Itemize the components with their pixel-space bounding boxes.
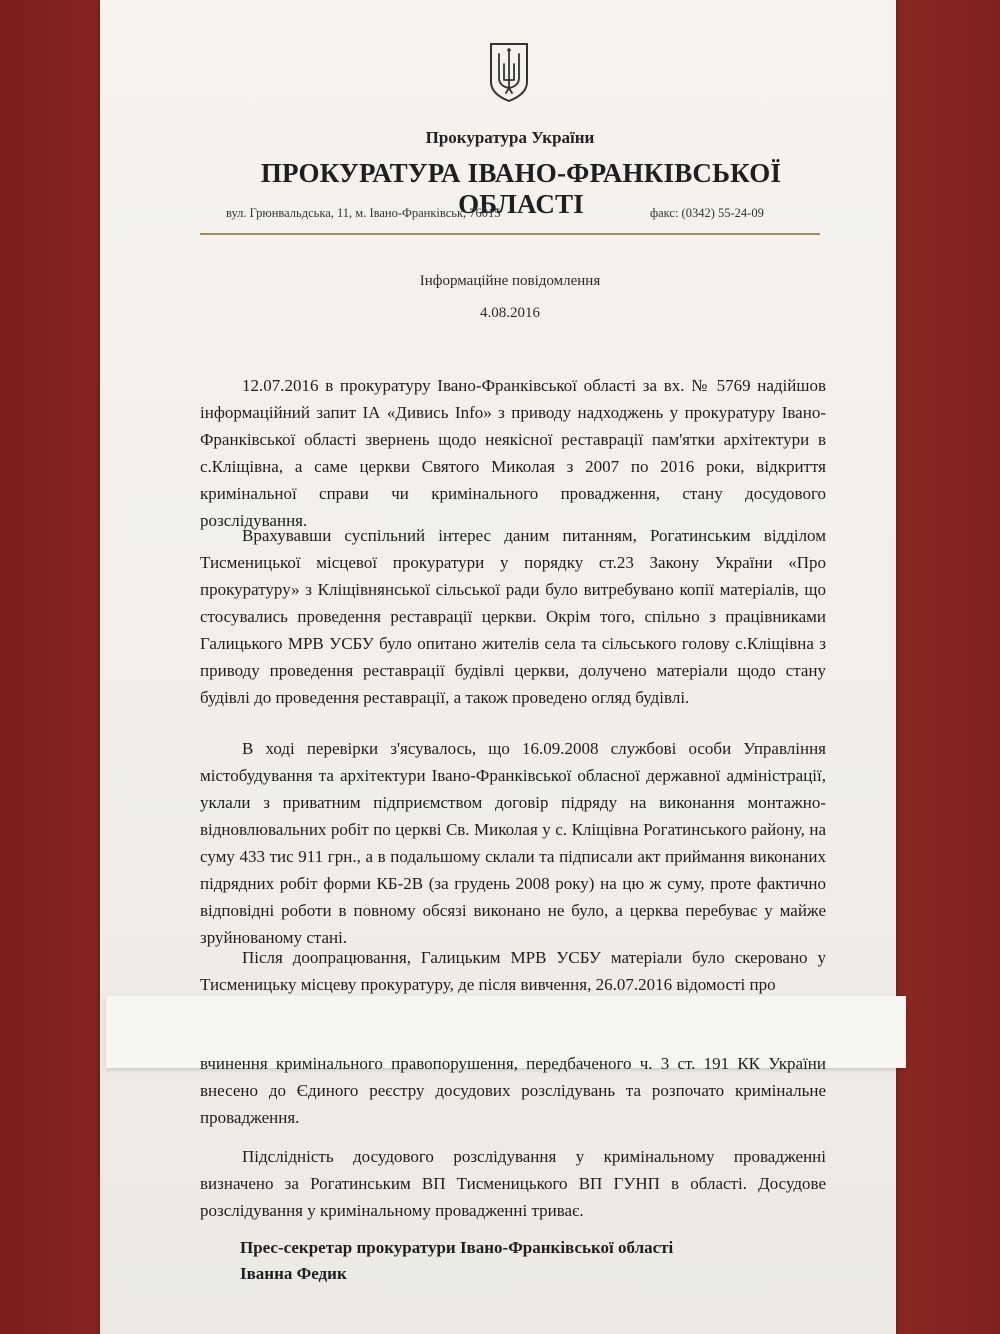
paragraph-findings: В ході перевірки з'ясувалось, що 16.09.2008 службові особи Управління містобудування та архітектури Івано-Франківської обласної державної адміністрації, уклали з приватним підприємством договір підряду на виконання монтажно-відновлювальних робіт по церкві Св. Миколая у с. Кліщівна Рогатинського району, на суму 433 тис 911 грн., а в подальшому склали та підписали акт приймання виконаних підрядних робіт форми КБ-2В (за грудень 2008 року) на цю ж суму, проте фактично відповідні роботи в повному обсязі виконано не було, а церква перебуває у майже зруйнованому стані.: [200, 739, 826, 947]
document-date: 4.08.2016: [480, 305, 540, 321]
signatory-name: Іванна Федик: [240, 1264, 347, 1283]
paragraph-referral-continued: вчинення кримінального правопорушення, передбаченого ч. 3 ст. 191 КК України внесено до Єдиного реєстру досудових розслідувань та розпочато кримінальне провадження.: [200, 1054, 826, 1127]
paragraph-request: 12.07.2016 в прокуратуру Івано-Франківської області за вх. № 5769 надійшов інформаційний запит ІА «Дивись Info» з приводу надходжень у прокуратуру Івано-Франківської області звернень щодо неякісної реставрації пам'ятки архітектури в с.Кліщівна, а саме церкви Святого Миколая з 2007 по 2016 роки, відкриття кримінальної справи чи кримінального провадження, стану досудового розслідування.: [200, 376, 826, 530]
paragraph-referral: Після доопрацювання, Галицьким МРВ УСБУ матеріали було скеровано у Тисменицьку місцеву прокуратуру, де після вивчення, 26.07.2016 відомості про: [200, 948, 826, 994]
fax-line: факс: (0342) 55-24-09: [650, 206, 764, 220]
signatory-position: Прес-секретар прокуратури Івано-Франківської області: [240, 1238, 674, 1257]
organization-title: ПРОКУРАТУРА ІВАНО-ФРАНКІВСЬКОЇ ОБЛАСТІ: [260, 158, 782, 219]
document-type: Інформаційне повідомлення: [419, 273, 601, 289]
signature-block: [240, 1235, 673, 1287]
trident-emblem-icon: [487, 40, 531, 104]
organization-subtitle: Прокуратура України: [425, 128, 595, 147]
paragraph-jurisdiction: Підслідність досудового розслідування у кримінальному провадженні визначено за Рогатинським ВП Тисменицького ВП ГУНП в області. Досудове розслідування у кримінальному провадженні триває.: [200, 1147, 826, 1220]
paragraph-inquiry: Врахувавши суспільний інтерес даним питанням, Рогатинським відділом Тисменицької місцевої прокуратури у порядку ст.23 Закону України «Про прокуратуру» з Кліщівнянської сільської ради було витребувано копії матеріалів, що стосувались проведення реставрації церкви. Окрім того, спільно з працівниками Галицького МРВ УСБУ було опитано жителів села та сільського голову с.Кліщівна з приводу проведення реставрації будівлі церкви, долучено матеріали щодо стану будівлі до проведення реставрації, а також проведено огляд будівлі.: [200, 526, 826, 707]
address-line: вул. Грюнвальдська, 11, м. Івано-Франківськ, 76015: [226, 206, 501, 220]
header-divider: [200, 233, 820, 235]
